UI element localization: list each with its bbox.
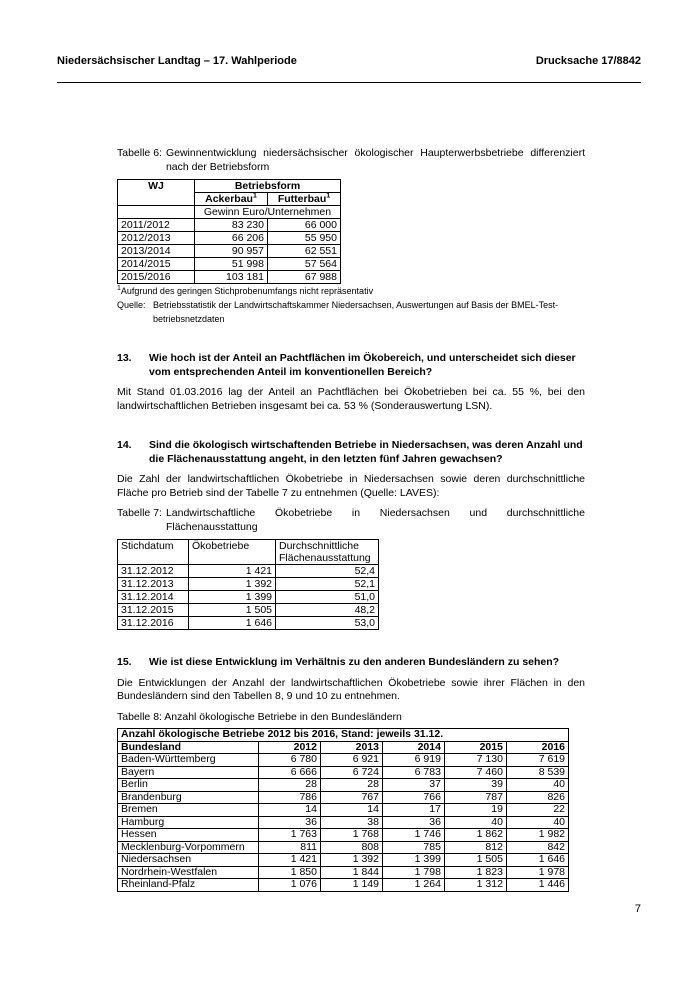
table6-cell-acker: 90 957: [195, 245, 268, 258]
table8-col-year: 2013: [320, 741, 382, 754]
header-divider: [57, 82, 641, 83]
table6-cell-wj: 2013/2014: [118, 245, 195, 258]
table8: [117, 728, 569, 892]
table8-cell-land: Mecklenburg-Vorpommern: [118, 841, 259, 854]
table6-source: Quelle: Betriebsstatistik der Landwirtschaftskammer Niedersachsen, Auswertungen auf Basis der BMEL-Test-betriebsnetzdaten: [117, 300, 559, 324]
table7-row: [118, 578, 379, 591]
table7-caption-text: Landwirtschaftliche Ökobetriebe in Niedersachsen und durchschnittliche Flächenausstattung: [165, 507, 585, 533]
table8-cell-value: 1 505: [444, 854, 506, 867]
table6-caption: [117, 147, 585, 174]
table6-col-group: Betriebsform: [195, 180, 341, 193]
table8-col-land: Bundesland: [118, 741, 259, 754]
table8-cell-land: Hessen: [118, 829, 259, 842]
table6-caption-text: Gewinnentwicklung niedersächsischer ökologischer Haupterwerbsbetriebe differenziert nach der Betriebsform: [165, 147, 585, 173]
table7-cell-count: 1 399: [189, 591, 276, 604]
table8-cell-value: 1 982: [506, 829, 568, 842]
table8-cell-value: 36: [259, 816, 321, 829]
table8-row: [118, 841, 569, 854]
table6-row: [118, 219, 341, 232]
table7-cell-count: 1 646: [189, 617, 276, 630]
table8-cell-value: 7 460: [444, 766, 506, 779]
table8-cell-value: 28: [259, 779, 321, 792]
table8-cell-value: 1 399: [382, 854, 444, 867]
table8-cell-value: 40: [506, 779, 568, 792]
table8-cell-value: 14: [259, 804, 321, 817]
table8-cell-value: 826: [506, 791, 568, 804]
table8-cell-land: Brandenburg: [118, 791, 259, 804]
table8-cell-value: 1 768: [320, 829, 382, 842]
table6-row: [118, 232, 341, 245]
question-14: 14. Sind die ökologisch wirtschaftenden Betriebe in Niedersachsen, was deren Anzahl und die Flächenausstattung angeht, in den letzten fünf Jahren gewachsen?: [117, 439, 583, 465]
table8-row: [118, 779, 569, 792]
table6-cell-futter: 62 551: [268, 245, 341, 258]
table8-row: [118, 854, 569, 867]
table8-row: [118, 804, 569, 817]
table6-cell-wj: 2014/2015: [118, 258, 195, 271]
table6-col-wj: WJ: [118, 180, 195, 206]
table8-cell-value: 14: [320, 804, 382, 817]
table6-row: [118, 245, 341, 258]
table7-row: [118, 604, 379, 617]
table6: [117, 179, 341, 284]
table7-cell-count: 1 392: [189, 578, 276, 591]
table8-col-year: 2014: [382, 741, 444, 754]
table8-cell-value: 1 446: [506, 879, 568, 892]
table7-cell-area: 52,4: [276, 565, 379, 578]
table8-cell-land: Nordrhein-Westfalen: [118, 866, 259, 879]
table7-cell-date: 31.12.2013: [118, 578, 189, 591]
table8-cell-value: 1 823: [444, 866, 506, 879]
table8-cell-land: Baden-Württemberg: [118, 754, 259, 767]
table8-cell-value: 766: [382, 791, 444, 804]
table8-cell-value: 1 421: [259, 854, 321, 867]
table8-cell-value: 1 076: [259, 879, 321, 892]
table7-col-count: Ökobetriebe: [189, 540, 276, 565]
table7-row: [118, 565, 379, 578]
table7-row: [118, 591, 379, 604]
table7-cell-area: 51,0: [276, 591, 379, 604]
table8-cell-land: Bayern: [118, 766, 259, 779]
table8-cell-land: Niedersachsen: [118, 854, 259, 867]
table7-cell-area: 48,2: [276, 604, 379, 617]
table8-cell-value: 812: [444, 841, 506, 854]
table8-caption: Tabelle 8: Anzahl ökologische Betriebe in den Bundesländern: [117, 710, 402, 723]
table7-cell-count: 1 505: [189, 604, 276, 617]
table6-cell-acker: 66 206: [195, 232, 268, 245]
page-number: 7: [634, 903, 641, 915]
table8-row: [118, 816, 569, 829]
table8-row: [118, 829, 569, 842]
table6-row: [118, 271, 341, 284]
table8-cell-value: 1 763: [259, 829, 321, 842]
table8-cell-land: Rheinland-Pfalz: [118, 879, 259, 892]
table7-cell-date: 31.12.2014: [118, 591, 189, 604]
table8-cell-value: 1 264: [382, 879, 444, 892]
table6-cell-wj: 2012/2013: [118, 232, 195, 245]
table8-col-year: 2016: [506, 741, 568, 754]
table7-cell-area: 52,1: [276, 578, 379, 591]
table8-row: [118, 791, 569, 804]
table7-cell-count: 1 421: [189, 565, 276, 578]
table8-cell-land: Hamburg: [118, 816, 259, 829]
table6-cell-futter: 67 988: [268, 271, 341, 284]
table6-footnote: $^1$Aufgrund des geringen Stichprobenumfangs nicht repräsentativ: [117, 285, 374, 296]
page-content: [117, 147, 585, 892]
table6-cell-acker: 51 998: [195, 258, 268, 271]
table8-cell-value: 786: [259, 791, 321, 804]
table8-cell-value: 767: [320, 791, 382, 804]
table8-cell-value: 19: [444, 804, 506, 817]
table6-cell-wj: 2011/2012: [118, 219, 195, 232]
table6-cell-wj: 2015/2016: [118, 271, 195, 284]
table6-cell-acker: 103 181: [195, 271, 268, 284]
table8-cell-value: 1 392: [320, 854, 382, 867]
table6-col-acker: Ackerbau$^1$: [195, 193, 268, 206]
table8-cell-value: 28: [320, 779, 382, 792]
table7-label: Tabelle 7:: [117, 507, 162, 519]
table8-title: Anzahl ökologische Betriebe 2012 bis 2016, Stand: jeweils 31.12.: [118, 729, 569, 742]
table6-label: Tabelle 6:: [117, 147, 162, 159]
table8-cell-value: 6 780: [259, 754, 321, 767]
table8-cell-value: 22: [506, 804, 568, 817]
table8-cell-value: 40: [444, 816, 506, 829]
table8-cell-value: 811: [259, 841, 321, 854]
table8-row: [118, 754, 569, 767]
table8-row: [118, 866, 569, 879]
table8-col-year: 2015: [444, 741, 506, 754]
table8-cell-value: 1 149: [320, 879, 382, 892]
table8-cell-value: 1 798: [382, 866, 444, 879]
table8-cell-value: 38: [320, 816, 382, 829]
table7-cell-date: 31.12.2012: [118, 565, 189, 578]
answer-14: Die Zahl der landwirtschaftlichen Ökobetriebe in Niedersachsen sowie deren durchschnittliche Fläche pro Betrieb sind der Tabelle 7 zu entnehmen (Quelle: LAVES):: [117, 473, 585, 499]
table6-cell-acker: 83 230: [195, 219, 268, 232]
table7-cell-date: 31.12.2015: [118, 604, 189, 617]
table8-cell-value: 785: [382, 841, 444, 854]
question-15: 15. Wie ist diese Entwicklung im Verhältnis zu den anderen Bundesländern zu sehen?: [117, 656, 560, 668]
table6-col-futter: Futterbau$^1$: [268, 193, 341, 206]
question-13: 13. Wie hoch ist der Anteil an Pachtflächen im Ökobereich, und unterscheidet sich dieser vom entsprechenden Anteil im konventionellen Bereich?: [117, 352, 576, 378]
table8-col-year: 2012: [259, 741, 321, 754]
table8-cell-value: 7 619: [506, 754, 568, 767]
table8-cell-value: 36: [382, 816, 444, 829]
table8-cell-value: 1 850: [259, 866, 321, 879]
table8-cell-value: 40: [506, 816, 568, 829]
table8-cell-value: 787: [444, 791, 506, 804]
table7-caption: [117, 507, 585, 534]
table7-cell-area: 53,0: [276, 617, 379, 630]
table8-cell-value: 17: [382, 804, 444, 817]
answer-13: Mit Stand 01.03.2016 lag der Anteil an Pachtflächen bei Ökobetrieben bei ca. 55 %, bei den landwirtschaftlichen Betrieben insgesamt bei ca. 53 % (Sonderauswertung LSN).: [117, 386, 585, 412]
table8-cell-value: 1 862: [444, 829, 506, 842]
table8-cell-land: Bremen: [118, 804, 259, 817]
table8-cell-value: 8 539: [506, 766, 568, 779]
table8-cell-value: 1 646: [506, 854, 568, 867]
table8-cell-land: Berlin: [118, 779, 259, 792]
table6-cell-futter: 55 950: [268, 232, 341, 245]
table8-cell-value: 6 919: [382, 754, 444, 767]
table7: [117, 539, 379, 630]
table8-cell-value: 808: [320, 841, 382, 854]
table8-cell-value: 842: [506, 841, 568, 854]
table8-row: [118, 879, 569, 892]
table6-cell-futter: 57 564: [268, 258, 341, 271]
table6-row: [118, 258, 341, 271]
header-parliament: Niedersächsischer Landtag – 17. Wahlperiode: [57, 55, 297, 67]
table8-cell-value: 1 312: [444, 879, 506, 892]
table8-cell-value: 6 724: [320, 766, 382, 779]
table8-row: [118, 766, 569, 779]
table8-cell-value: 1 844: [320, 866, 382, 879]
table8-cell-value: 1 978: [506, 866, 568, 879]
table7-cell-date: 31.12.2016: [118, 617, 189, 630]
table8-cell-value: 6 921: [320, 754, 382, 767]
table8-cell-value: 7 130: [444, 754, 506, 767]
table8-cell-value: 6 666: [259, 766, 321, 779]
table8-cell-value: 6 783: [382, 766, 444, 779]
table7-col-area: Durchschnittliche Flächenausstattung: [276, 540, 379, 565]
table7-row: [118, 617, 379, 630]
table8-cell-value: 37: [382, 779, 444, 792]
answer-15: Die Entwicklungen der Anzahl der landwirtschaftlichen Ökobetriebe sowie ihrer Flächen in den Bundesländern sind den Tabellen 8, 9 und 10 zu entnehmen.: [117, 676, 585, 702]
table8-cell-value: 39: [444, 779, 506, 792]
table8-cell-value: 1 746: [382, 829, 444, 842]
table7-col-date: Stichdatum: [118, 540, 189, 565]
table6-unit: Gewinn Euro/Unternehmen: [195, 206, 341, 219]
table6-cell-futter: 66 000: [268, 219, 341, 232]
header-print-number: Drucksache 17/8842: [535, 55, 641, 67]
